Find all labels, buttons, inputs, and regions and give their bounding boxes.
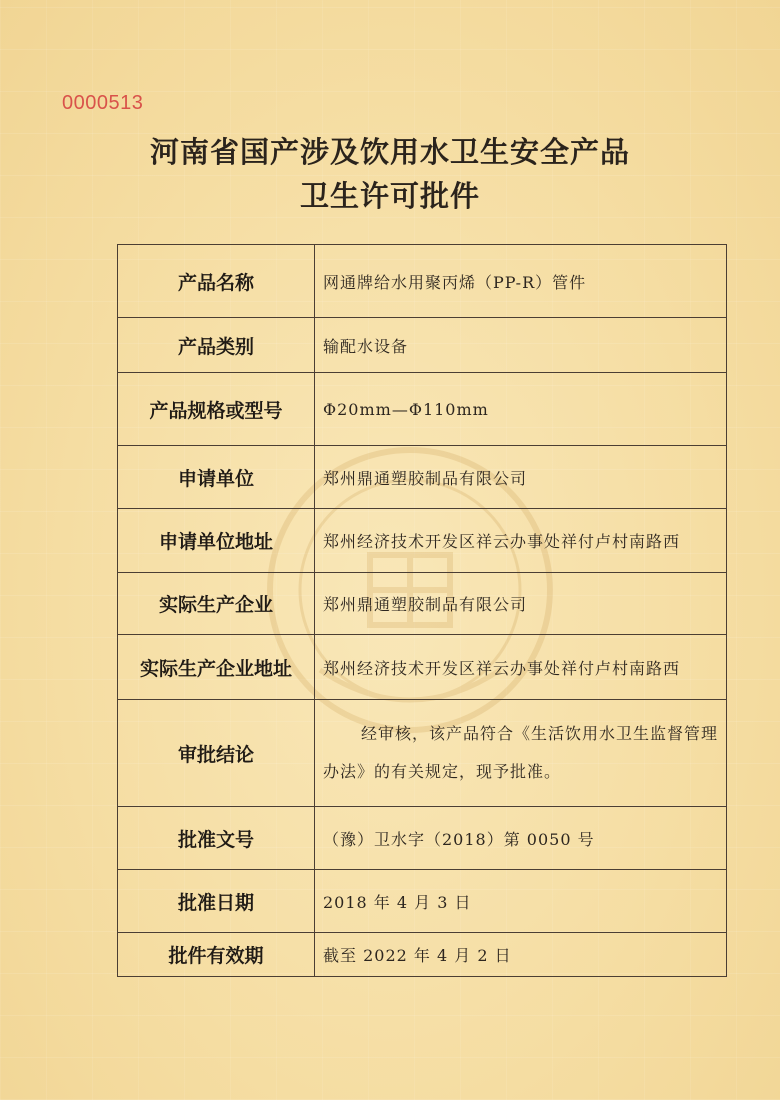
approval-details-table	[117, 244, 727, 977]
table-row	[118, 509, 727, 573]
row-label: 实际生产企业地址	[118, 635, 315, 700]
row-label: 批件有效期	[118, 933, 315, 977]
row-value: 郑州经济技术开发区祥云办事处祥付卢村南路西	[315, 635, 727, 700]
row-value: 输配水设备	[315, 318, 727, 373]
serial-number: 0000513	[62, 92, 144, 114]
table-row	[118, 807, 727, 870]
document-title-line-2: 卫生许可批件	[299, 179, 480, 213]
row-value: 截至 2022 年 4 月 2 日	[315, 933, 727, 977]
table-row	[118, 635, 727, 700]
table-row	[118, 700, 727, 807]
row-label: 产品名称	[118, 245, 315, 318]
table-row	[118, 245, 727, 318]
row-value: 网通牌给水用聚丙烯（PP-R）管件	[315, 245, 727, 318]
row-label: 审批结论	[118, 700, 315, 807]
table-row	[118, 446, 727, 509]
document-title-line-1: 河南省国产涉及饮用水卫生安全产品	[149, 135, 630, 169]
table-row	[118, 318, 727, 373]
row-label: 产品规格或型号	[118, 373, 315, 446]
table-row	[118, 573, 727, 635]
row-label: 申请单位	[118, 446, 315, 509]
row-value: 郑州鼎通塑胶制品有限公司	[315, 573, 727, 635]
row-label: 实际生产企业	[118, 573, 315, 635]
row-label: 产品类别	[118, 318, 315, 373]
row-value: Φ20mm—Φ110mm	[315, 373, 727, 446]
table-row	[118, 870, 727, 933]
table-row	[118, 373, 727, 446]
row-label: 批准文号	[118, 807, 315, 870]
row-label: 批准日期	[118, 870, 315, 933]
row-value: （豫）卫水字（2018）第 0050 号	[315, 807, 727, 870]
table-row	[118, 933, 727, 977]
row-value	[315, 700, 727, 807]
row-value: 郑州鼎通塑胶制品有限公司	[315, 446, 727, 509]
row-value: 郑州经济技术开发区祥云办事处祥付卢村南路西	[315, 509, 727, 573]
row-label: 申请单位地址	[118, 509, 315, 573]
conclusion-text: 经审核，该产品符合《生活饮用水卫生监督管理办法》的有关规定，现予批准。	[323, 724, 719, 781]
row-value: 2018 年 4 月 3 日	[315, 870, 727, 933]
